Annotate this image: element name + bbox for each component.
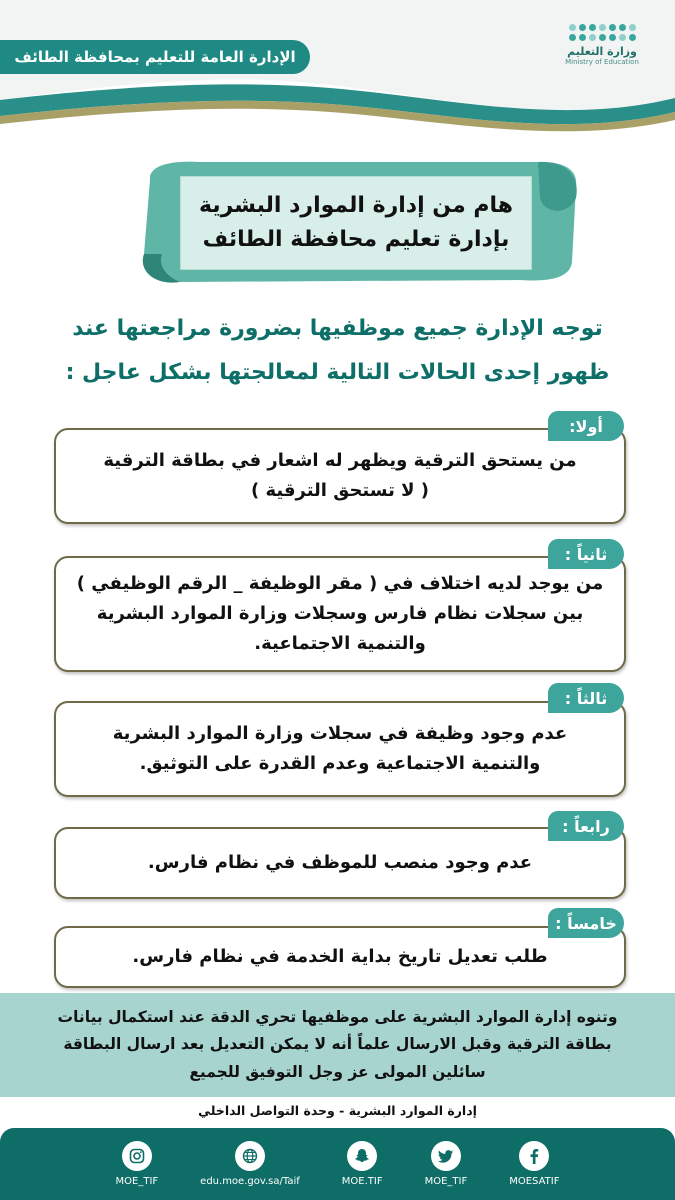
- header-banner: [0, 0, 675, 140]
- item-4-card: [54, 827, 626, 899]
- social-snapchat-label: MOE.TIF: [341, 1176, 383, 1187]
- note-line-3: سائلين المولى عز وجل التوفيق للجميع: [189, 1062, 486, 1081]
- item-5-card: [54, 926, 626, 988]
- note-banner: [0, 993, 675, 1097]
- item-3-badge: ثالثاً :: [548, 683, 624, 713]
- social-instagram[interactable]: [116, 1141, 159, 1187]
- social-footer: [0, 1128, 675, 1200]
- title-line-1: هام من إدارة الموارد البشرية: [199, 192, 514, 218]
- item-3-line-1: عدم وجود وظيفة في سجلات وزارة الموارد البشرية: [112, 723, 568, 745]
- social-facebook-label: MOESATIF: [509, 1176, 560, 1187]
- logo-dots-icon: [567, 24, 637, 41]
- item-3-line-2: والتنمية الاجتماعية وعدم القدرة على التوثيق.: [139, 753, 541, 774]
- item-1-line-2: ( لا تستحق الترقية ): [250, 480, 430, 501]
- facebook-icon: [519, 1141, 549, 1171]
- snapchat-icon: [347, 1141, 377, 1171]
- intro-line-2: ظهور إحدى الحالات التالية لمعالجتها بشكل عاجل :: [65, 360, 610, 385]
- item-1-line-1: من يستحق الترقية ويظهر له اشعار في بطاقة الترقية: [103, 450, 577, 472]
- note-line-2: بطاقة الترقية وقبل الارسال علماً أنه لا يمكن التعديل بعد ارسال البطاقة: [63, 1035, 612, 1054]
- item-4-badge: رابعاً :: [548, 811, 624, 841]
- item-2-line-1: من يوجد لديه اختلاف في ( مقر الوظيفة _ الرقم الوظيفي ): [76, 573, 604, 595]
- social-instagram-label: MOE_TIF: [115, 1176, 159, 1187]
- social-facebook[interactable]: [509, 1141, 559, 1187]
- directorate-label: الإدارة العامة للتعليم بمحافظة الطائف: [0, 40, 310, 74]
- item-2-line-2: بين سجلات نظام فارس وسجلات وزارة الموارد البشرية: [96, 603, 584, 625]
- item-5-badge: خامساً :: [548, 908, 624, 938]
- intro-line-1: توجه الإدارة جميع موظفيها بضرورة مراجعتها عند: [72, 316, 603, 341]
- ministry-logo: [547, 20, 657, 90]
- social-twitter-label: MOE_TIF: [424, 1176, 468, 1187]
- social-website-label: edu.moe.gov.sa/Taif: [200, 1176, 300, 1187]
- website-icon: [235, 1141, 265, 1171]
- item-2-card: [54, 556, 626, 672]
- item-2-badge: ثانياً :: [548, 539, 624, 569]
- intro-text: [30, 307, 645, 395]
- item-2-line-3: والتنمية الاجتماعية.: [254, 632, 426, 654]
- twitter-icon: [431, 1141, 461, 1171]
- item-1-card: [54, 428, 626, 524]
- item-5-line-1: طلب تعديل تاريخ بداية الخدمة في نظام فارس.: [132, 946, 548, 968]
- instagram-icon: [122, 1141, 152, 1171]
- note-line-1: وتنوه إدارة الموارد البشرية على موظفيها تحري الدقة عند استكمال بيانات: [57, 1008, 618, 1027]
- title-line-2: بإدارة تعليم محافظة الطائف: [202, 227, 510, 252]
- logo-arabic-text: وزارة التعليم: [567, 45, 637, 58]
- title-box: [180, 176, 532, 270]
- logo-english-text: Ministry of Education: [565, 58, 639, 66]
- item-4-line-1: عدم وجود منصب للموظف في نظام فارس.: [147, 852, 533, 874]
- social-snapchat[interactable]: [342, 1141, 383, 1187]
- item-1-badge: أولا:: [548, 411, 624, 441]
- credit-text: إدارة الموارد البشرية - وحدة التواصل الداخلي: [198, 1103, 477, 1118]
- item-3-card: [54, 701, 626, 797]
- social-twitter[interactable]: [425, 1141, 468, 1187]
- social-website[interactable]: [200, 1141, 300, 1187]
- title-scroll: [140, 158, 580, 286]
